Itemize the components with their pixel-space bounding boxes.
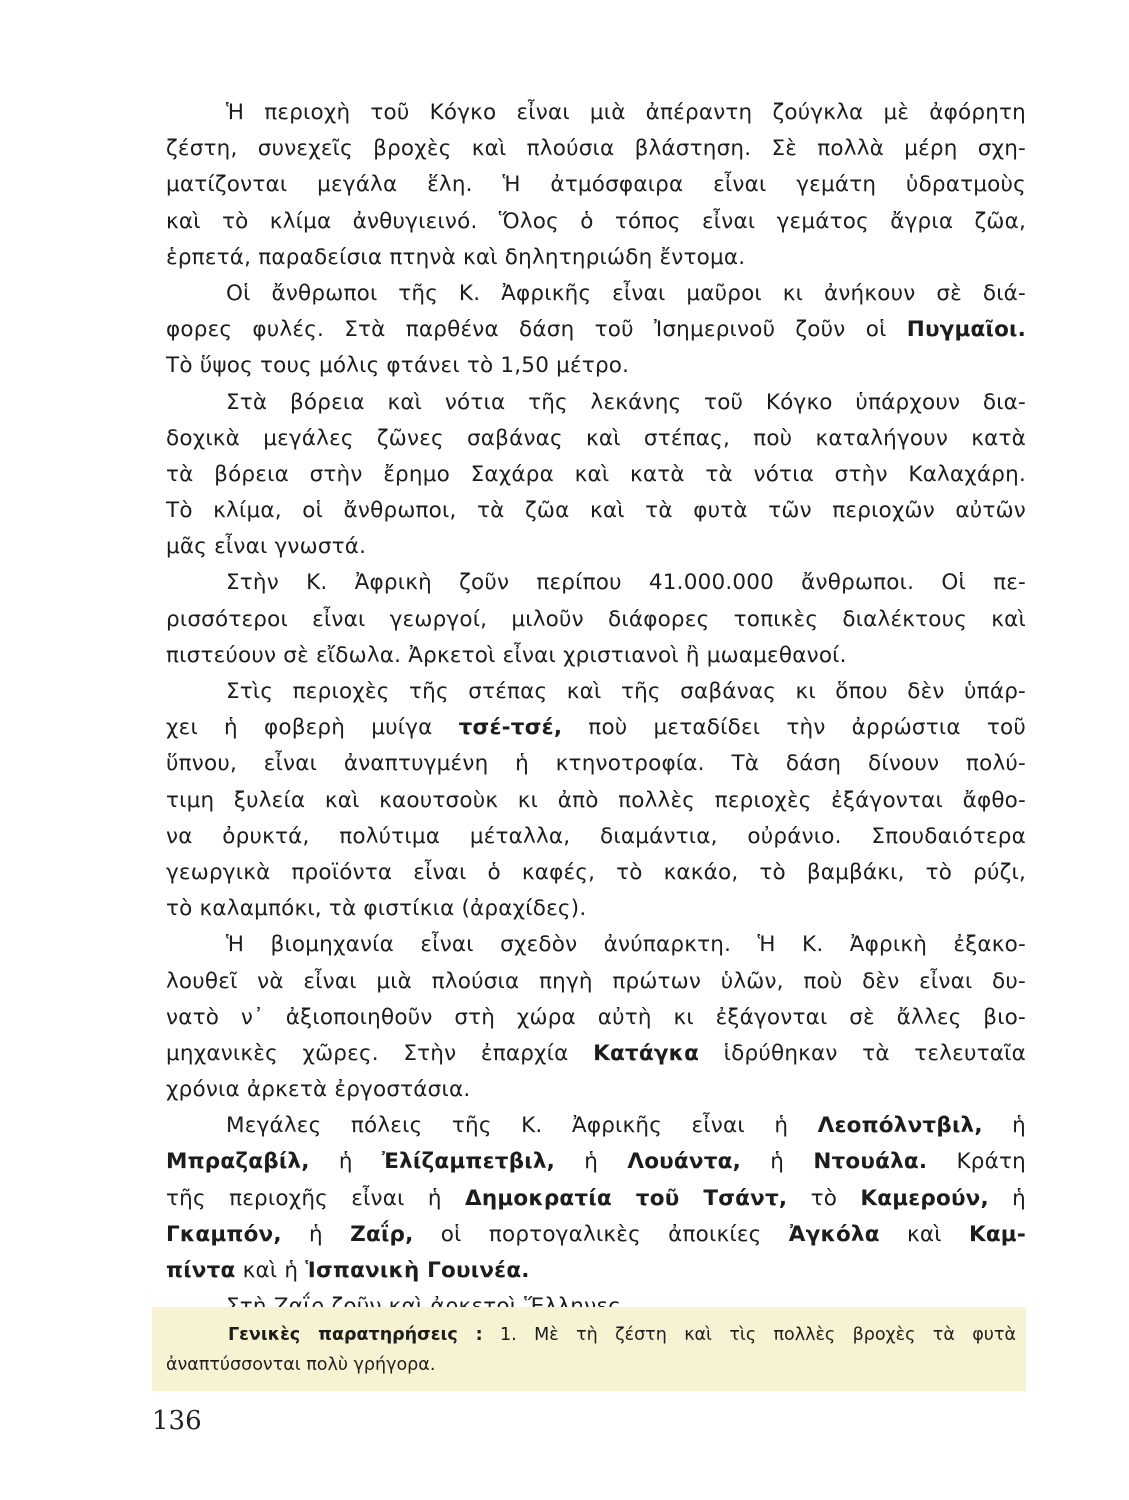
bold-term: Ντουάλα. — [813, 1149, 928, 1175]
text-line — [166, 1108, 1026, 1144]
text-line — [166, 1144, 1026, 1180]
bold-term: Ἐλίζαμπετβιλ, — [381, 1149, 556, 1175]
bold-term: Δημοκρατία τοῦ Τσάντ, — [465, 1185, 788, 1211]
bold-term: Μπραζαβίλ, — [166, 1149, 310, 1175]
text-line: Στὴν Κ. Ἀφρικὴ ζοῦν περίπου 41.000.000 ἄνθρωποι. Οἱ πε- — [226, 570, 1026, 596]
text-line: τὸ καλαμπόκι, τὰ φιστίκια (ἀραχίδες). — [166, 896, 587, 922]
note-line: ἀναπτύσσονται πολὺ γρήγορα. — [166, 1355, 436, 1375]
text-line — [166, 312, 1026, 348]
text-line: πιστεύουν σὲ εἴδωλα. Ἀρκετοὶ εἶναι χριστιανοὶ ἢ μωαμεθανοί. — [166, 642, 847, 668]
text-line: καὶ τὸ κλίμα ἀνθυγιεινό. Ὅλος ὁ τόπος εἶναι γεμάτος ἄγρια ζῶα, — [166, 208, 1026, 234]
bold-term: Λουάντα, — [627, 1149, 741, 1175]
text-line: ὕπνου, εἶναι ἀναπτυγμένη ἡ κτηνοτροφία. Τὰ δάση δίνουν πολύ- — [166, 751, 1026, 777]
bold-term: Λεοπόλντβιλ, — [817, 1113, 983, 1139]
text-segment: μηχανικὲς χῶρες. Στὴν ἐπαρχία — [166, 1040, 569, 1066]
text-line: Οἱ ἄνθρωποι τῆς Κ. Ἀφρικῆς εἶναι μαῦροι κι ἀνήκουν σὲ διά- — [226, 280, 1026, 306]
text-segment: τὸ — [810, 1185, 838, 1211]
text-segment: φορες φυλές. Στὰ παρθένα δάση τοῦ Ἰσημερινοῦ ζοῦν οἱ — [166, 317, 887, 343]
text-segment: καὶ ἡ — [242, 1258, 299, 1283]
bold-term: Ζαΐρ, — [350, 1221, 414, 1247]
text-line: χρόνια ἀρκετὰ ἐργοστάσια. — [166, 1077, 471, 1103]
text-segment: ποὺ μεταδίδει τὴν ἀρρώστια τοῦ — [588, 715, 1026, 741]
bold-term: Ἀγκόλα — [788, 1221, 880, 1247]
text-line: ἑρπετά, παραδείσια πτηνὰ καὶ δηλητηριώδη ἔντομα. — [166, 244, 746, 270]
body-text — [166, 95, 1026, 1325]
text-segment: οἱ πορτογαλικὲς ἀποικίες — [440, 1221, 762, 1247]
bold-term: Κατάγκα — [593, 1040, 700, 1066]
note-text: 1. Μὲ τὴ ζέστη καὶ τὶς πολλὲς βροχὲς τὰ φυτὰ — [500, 1325, 1016, 1345]
bold-term: Καμ- — [968, 1221, 1026, 1247]
text-line — [166, 1181, 1026, 1217]
note-line — [166, 1320, 1016, 1350]
text-line — [166, 710, 1026, 746]
text-segment: ἡ — [309, 1221, 323, 1247]
page-number: 136 — [152, 1406, 202, 1436]
text-line: Ἡ περιοχὴ τοῦ Κόγκο εἶναι μιὰ ἀπέραντη ζούγκλα μὲ ἀφόρητη — [226, 100, 1026, 125]
text-segment: τῆς περιοχῆς εἶναι ἡ — [166, 1185, 442, 1211]
bold-term: Καμερούν, — [860, 1185, 989, 1211]
text-line: νατὸ ν᾽ ἀξιοποιηθοῦν στὴ χώρα αὐτὴ κι ἐξάγονται σὲ ἄλλες βιο- — [166, 1004, 1026, 1030]
text-line — [166, 1253, 1026, 1289]
text-line: μᾶς εἶναι γνωστά. — [166, 534, 367, 560]
text-segment: ἡ — [1012, 1185, 1026, 1211]
text-line: Τὸ ὕψος τους μόλις φτάνει τὸ 1,50 μέτρο. — [166, 353, 630, 379]
text-segment: χει ἡ φοβερὴ μυίγα — [166, 715, 433, 741]
general-remarks-note — [166, 1320, 1016, 1380]
bold-term: Γκαμπόν, — [166, 1221, 282, 1247]
text-line: τὰ βόρεια στὴν ἔρημο Σαχάρα καὶ κατὰ τὰ νότια στὴν Καλαχάρη. — [166, 461, 1026, 487]
bold-term: πίντα — [166, 1258, 236, 1283]
text-segment: ἡ — [584, 1149, 599, 1175]
text-line: γεωργικὰ προϊόντα εἶναι ὁ καφές, τὸ κακάο, τὸ βαμβάκι, τὸ ρύζι, — [166, 859, 1026, 885]
text-line: Ἡ βιομηχανία εἶναι σχεδὸν ἀνύπαρκτη. Ἡ Κ. Ἀφρικὴ ἐξακο- — [226, 932, 1026, 958]
text-line — [166, 1036, 1026, 1072]
bold-term: Πυγμαῖοι. — [906, 317, 1026, 343]
text-line: τιμη ξυλεία καὶ καουτσοὺκ κι ἀπὸ πολλὲς περιοχὲς ἐξάγονται ἄφθο- — [166, 787, 1026, 813]
bold-term: Ἱσπανικὴ Γουινέα. — [305, 1258, 530, 1283]
text-segment: ἡ — [1012, 1113, 1026, 1139]
text-line: Στὶς περιοχὲς τῆς στέπας καὶ τῆς σαβάνας κι ὅπου δὲν ὑπάρ- — [226, 679, 1026, 704]
bold-term: τσέ-τσέ, — [458, 715, 563, 741]
text-segment: ἡ — [770, 1149, 785, 1175]
text-segment: ἡ — [338, 1149, 353, 1175]
text-segment: Μεγάλες πόλεις τῆς Κ. Ἀφρικῆς εἶναι ἡ — [226, 1113, 789, 1139]
note-label: Γενικὲς παρατηρήσεις : — [228, 1325, 483, 1345]
text-line: ματίζονται μεγάλα ἕλη. Ἡ ἀτμόσφαιρα εἶναι γεμάτη ὑδρατμοὺς — [166, 172, 1026, 198]
text-segment: καὶ — [906, 1221, 942, 1247]
text-line: Στὰ βόρεια καὶ νότια τῆς λεκάνης τοῦ Κόγκο ὑπάρχουν δια- — [226, 389, 1026, 415]
text-line: ρισσότεροι εἶναι γεωργοί, μιλοῦν διάφορες τοπικὲς διαλέκτους καὶ — [166, 606, 1026, 632]
text-line: ζέστη, συνεχεῖς βροχὲς καὶ πλούσια βλάστηση. Σὲ πολλὰ μέρη σχη- — [166, 136, 1026, 162]
text-line: δοχικὰ μεγάλες ζῶνες σαβάνας καὶ στέπας, ποὺ καταλήγουν κατὰ — [166, 425, 1026, 451]
text-line: λουθεῖ νὰ εἶναι μιὰ πλούσια πηγὴ πρώτων ὑλῶν, ποὺ δὲν εἶναι δυ- — [166, 968, 1026, 994]
text-line: να ὀρυκτά, πολύτιμα μέταλλα, διαμάντια, οὐράνιο. Σπουδαιότερα — [166, 823, 1026, 849]
text-line — [166, 1217, 1026, 1253]
text-segment: ἱδρύθηκαν τὰ τελευταῖα — [723, 1040, 1026, 1066]
text-segment: Κράτη — [956, 1149, 1026, 1175]
text-line: Τὸ κλίμα, οἱ ἄνθρωποι, τὰ ζῶα καὶ τὰ φυτὰ τῶν περιοχῶν αὐτῶν — [166, 498, 1026, 524]
